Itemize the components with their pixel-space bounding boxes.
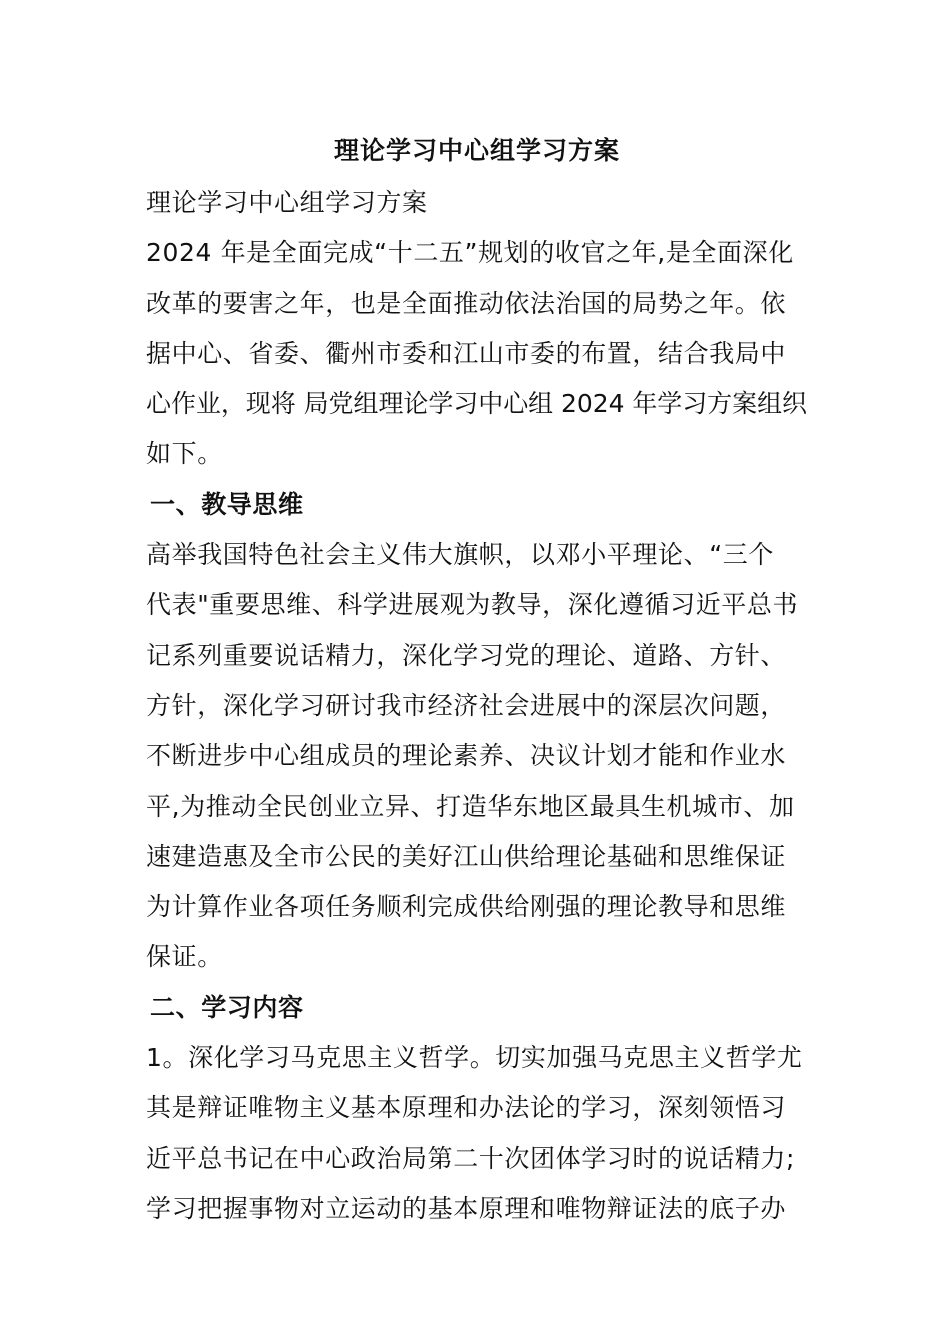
document-body bbox=[146, 128, 808, 1234]
intro-line: 改革的要害之年，也是全面推动依法治国的局势之年。依 bbox=[146, 288, 787, 318]
section1-line: 记系列重要说话精力，深化学习党的理论、道路、方针、 bbox=[146, 640, 787, 670]
section2-line: 其是辩证唯物主义基本原理和办法论的学习，深刻领悟习 bbox=[146, 1093, 787, 1123]
section1-line: 保证。 bbox=[146, 942, 223, 972]
intro-line: 据中心、省委、衢州市委和江山市委的布置，结合我局中 bbox=[146, 338, 787, 368]
intro-paragraph bbox=[146, 228, 808, 479]
section1-paragraph bbox=[146, 530, 808, 983]
section-heading-guiding-thought: 一、教导思维 bbox=[150, 489, 304, 519]
section2-line: 学习把握事物对立运动的基本原理和唯物辩证法的底子办 bbox=[146, 1193, 787, 1223]
section2-line: 1。深化学习马克思主义哲学。切实加强马克思主义哲学尤 bbox=[146, 1043, 803, 1073]
subtitle-line: 理论学习中心组学习方案 bbox=[146, 188, 428, 217]
document-subtitle bbox=[146, 178, 808, 228]
section1-line: 代表"重要思维、科学进展观为教导，深化遵循习近平总书 bbox=[146, 590, 799, 620]
section1-line: 平,为推动全民创业立异、打造华东地区最具生机城市、加 bbox=[146, 791, 795, 821]
section1-line: 方针，深化学习研讨我市经济社会进展中的深层次问题， bbox=[146, 690, 787, 720]
section1-line: 高举我国特色社会主义伟大旗帜，以邓小平理论、“三个 bbox=[146, 540, 774, 570]
section1-line: 为计算作业各项任务顺利完成供给刚强的理论教导和思维 bbox=[146, 892, 787, 922]
intro-line: 心作业，现将 局党组理论学习中心组 2024 年学习方案组织 bbox=[146, 389, 807, 419]
section-heading-study-content: 二、学习内容 bbox=[150, 992, 304, 1022]
section2-paragraph bbox=[146, 1033, 808, 1234]
document-title: 理论学习中心组学习方案 bbox=[333, 136, 620, 165]
section1-line: 速建造惠及全市公民的美好江山供给理论基础和思维保证 bbox=[146, 841, 787, 871]
intro-line: 如下。 bbox=[146, 439, 223, 469]
section2-line: 近平总书记在中心政治局第二十次团体学习时的说话精力; bbox=[146, 1143, 796, 1173]
section1-line: 不断进步中心组成员的理论素养、决议计划才能和作业水 bbox=[146, 741, 787, 771]
intro-line: 2024 年是全面完成“十二五”规划的收官之年,是全面深化 bbox=[146, 238, 794, 268]
